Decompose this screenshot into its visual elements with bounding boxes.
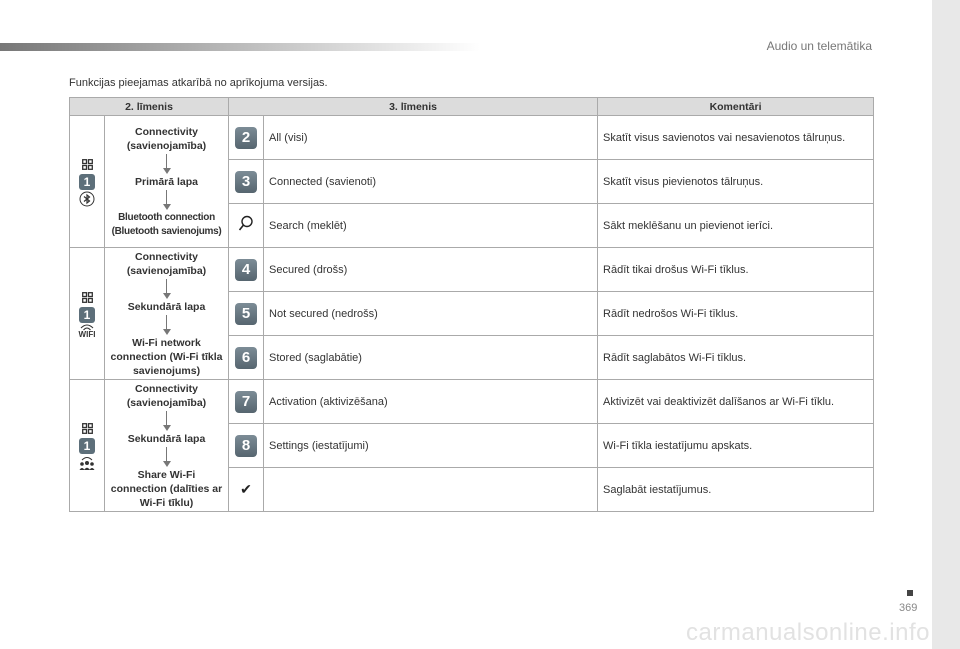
row-marker [229,248,264,292]
bluetooth-icon [78,190,96,208]
group2-nav [105,248,229,380]
page-edge-strip [932,0,960,649]
number-badge: 5 [235,303,257,325]
down-arrow-icon [163,279,171,299]
grid-icon [78,156,96,174]
comment-cell: Sākt meklēšanu un pievienot ierīci. [598,204,874,248]
header-gradient-bar [0,43,480,51]
comment-cell: Saglabāt iestatījumus. [598,468,874,512]
number-badge: 4 [235,259,257,281]
row-marker [229,116,264,160]
level3-label: Settings (iestatījumi) [264,424,598,468]
level3-label: Connected (savienoti) [264,160,598,204]
nav-bottom-label: Bluetooth connection (Bluetooth savienojums) [111,211,222,237]
table-header-row [70,98,874,116]
nav-top-label: Connectivity (savienojamība) [126,125,207,152]
number-badge: 3 [235,171,257,193]
row-marker [229,336,264,380]
row-marker [229,292,264,336]
page-marker [907,590,913,596]
level3-label: Not secured (nedrošs) [264,292,598,336]
search-icon [238,215,254,233]
nav-mid-label: Sekundārā lapa [127,432,206,445]
comment-cell: Aktivizēt vai deaktivizēt dalīšanos ar Wi-Fi tīklu. [598,380,874,424]
step-badge-1: 1 [79,307,95,323]
page-number: 369 [899,602,918,614]
header-level2: 2. līmenis [70,98,229,116]
comment-cell: Rādīt nedrošos Wi-Fi tīklus. [598,292,874,336]
number-badge: 8 [235,435,257,457]
level3-label [264,468,598,512]
group3-nav [105,380,229,512]
table-row [70,248,874,292]
level3-label: Stored (saglabātie) [264,336,598,380]
share-people-icon [78,454,96,472]
level3-label: All (visi) [264,116,598,160]
number-badge: 2 [235,127,257,149]
header-comment: Komentāri [598,98,874,116]
checkmark-icon: ✔ [240,481,252,497]
row-marker [229,468,264,512]
row-marker [229,160,264,204]
comment-cell: Skatīt visus pievienotos tālruņus. [598,160,874,204]
section-title: Audio un telemātika [766,39,872,53]
nav-mid-label: Sekundārā lapa [127,300,206,313]
nav-bottom-label: Share Wi-Fi connection (dalīties ar Wi-Fi tīklu) [110,468,223,509]
level3-label: Activation (aktivizēšana) [264,380,598,424]
watermark: carmanualsonline.info [686,619,930,646]
comment-cell: Wi-Fi tīkla iestatījumu apskats. [598,424,874,468]
intro-text: Funkcijas pieejamas atkarībā no aprīkojuma versijas. [69,77,328,89]
nav-mid-label: Primārā lapa [134,175,199,188]
grid-icon [78,420,96,438]
group1-nav [105,116,229,248]
group2-icons [70,248,105,380]
down-arrow-icon [163,315,171,335]
step-badge-1: 1 [79,174,95,190]
group3-icons [70,380,105,512]
nav-top-label: Connectivity (savienojamība) [126,382,207,409]
group1-icons [70,116,105,248]
down-arrow-icon [163,154,171,174]
comment-cell: Skatīt visus savienotos vai nesavienotos tālruņus. [598,116,874,160]
level3-label: Search (meklēt) [264,204,598,248]
number-badge: 7 [235,391,257,413]
wifi-icon [79,323,96,339]
header-level3: 3. līmenis [229,98,598,116]
table-row [70,380,874,424]
down-arrow-icon [163,411,171,431]
number-badge: 6 [235,347,257,369]
level3-label: Secured (drošs) [264,248,598,292]
row-marker [229,380,264,424]
nav-bottom-label: Wi-Fi network connection (Wi-Fi tīkla savienojums) [110,336,223,377]
row-marker [229,204,264,248]
nav-top-label: Connectivity (savienojamība) [126,250,207,277]
down-arrow-icon [163,190,171,210]
row-marker [229,424,264,468]
down-arrow-icon [163,447,171,467]
comment-cell: Rādīt tikai drošus Wi-Fi tīklus. [598,248,874,292]
comment-cell: Rādīt saglabātos Wi-Fi tīklus. [598,336,874,380]
table-row [70,116,874,160]
grid-icon [78,289,96,307]
step-badge-1: 1 [79,438,95,454]
menu-table [69,97,874,512]
wifi-label: WIFI [78,329,96,339]
